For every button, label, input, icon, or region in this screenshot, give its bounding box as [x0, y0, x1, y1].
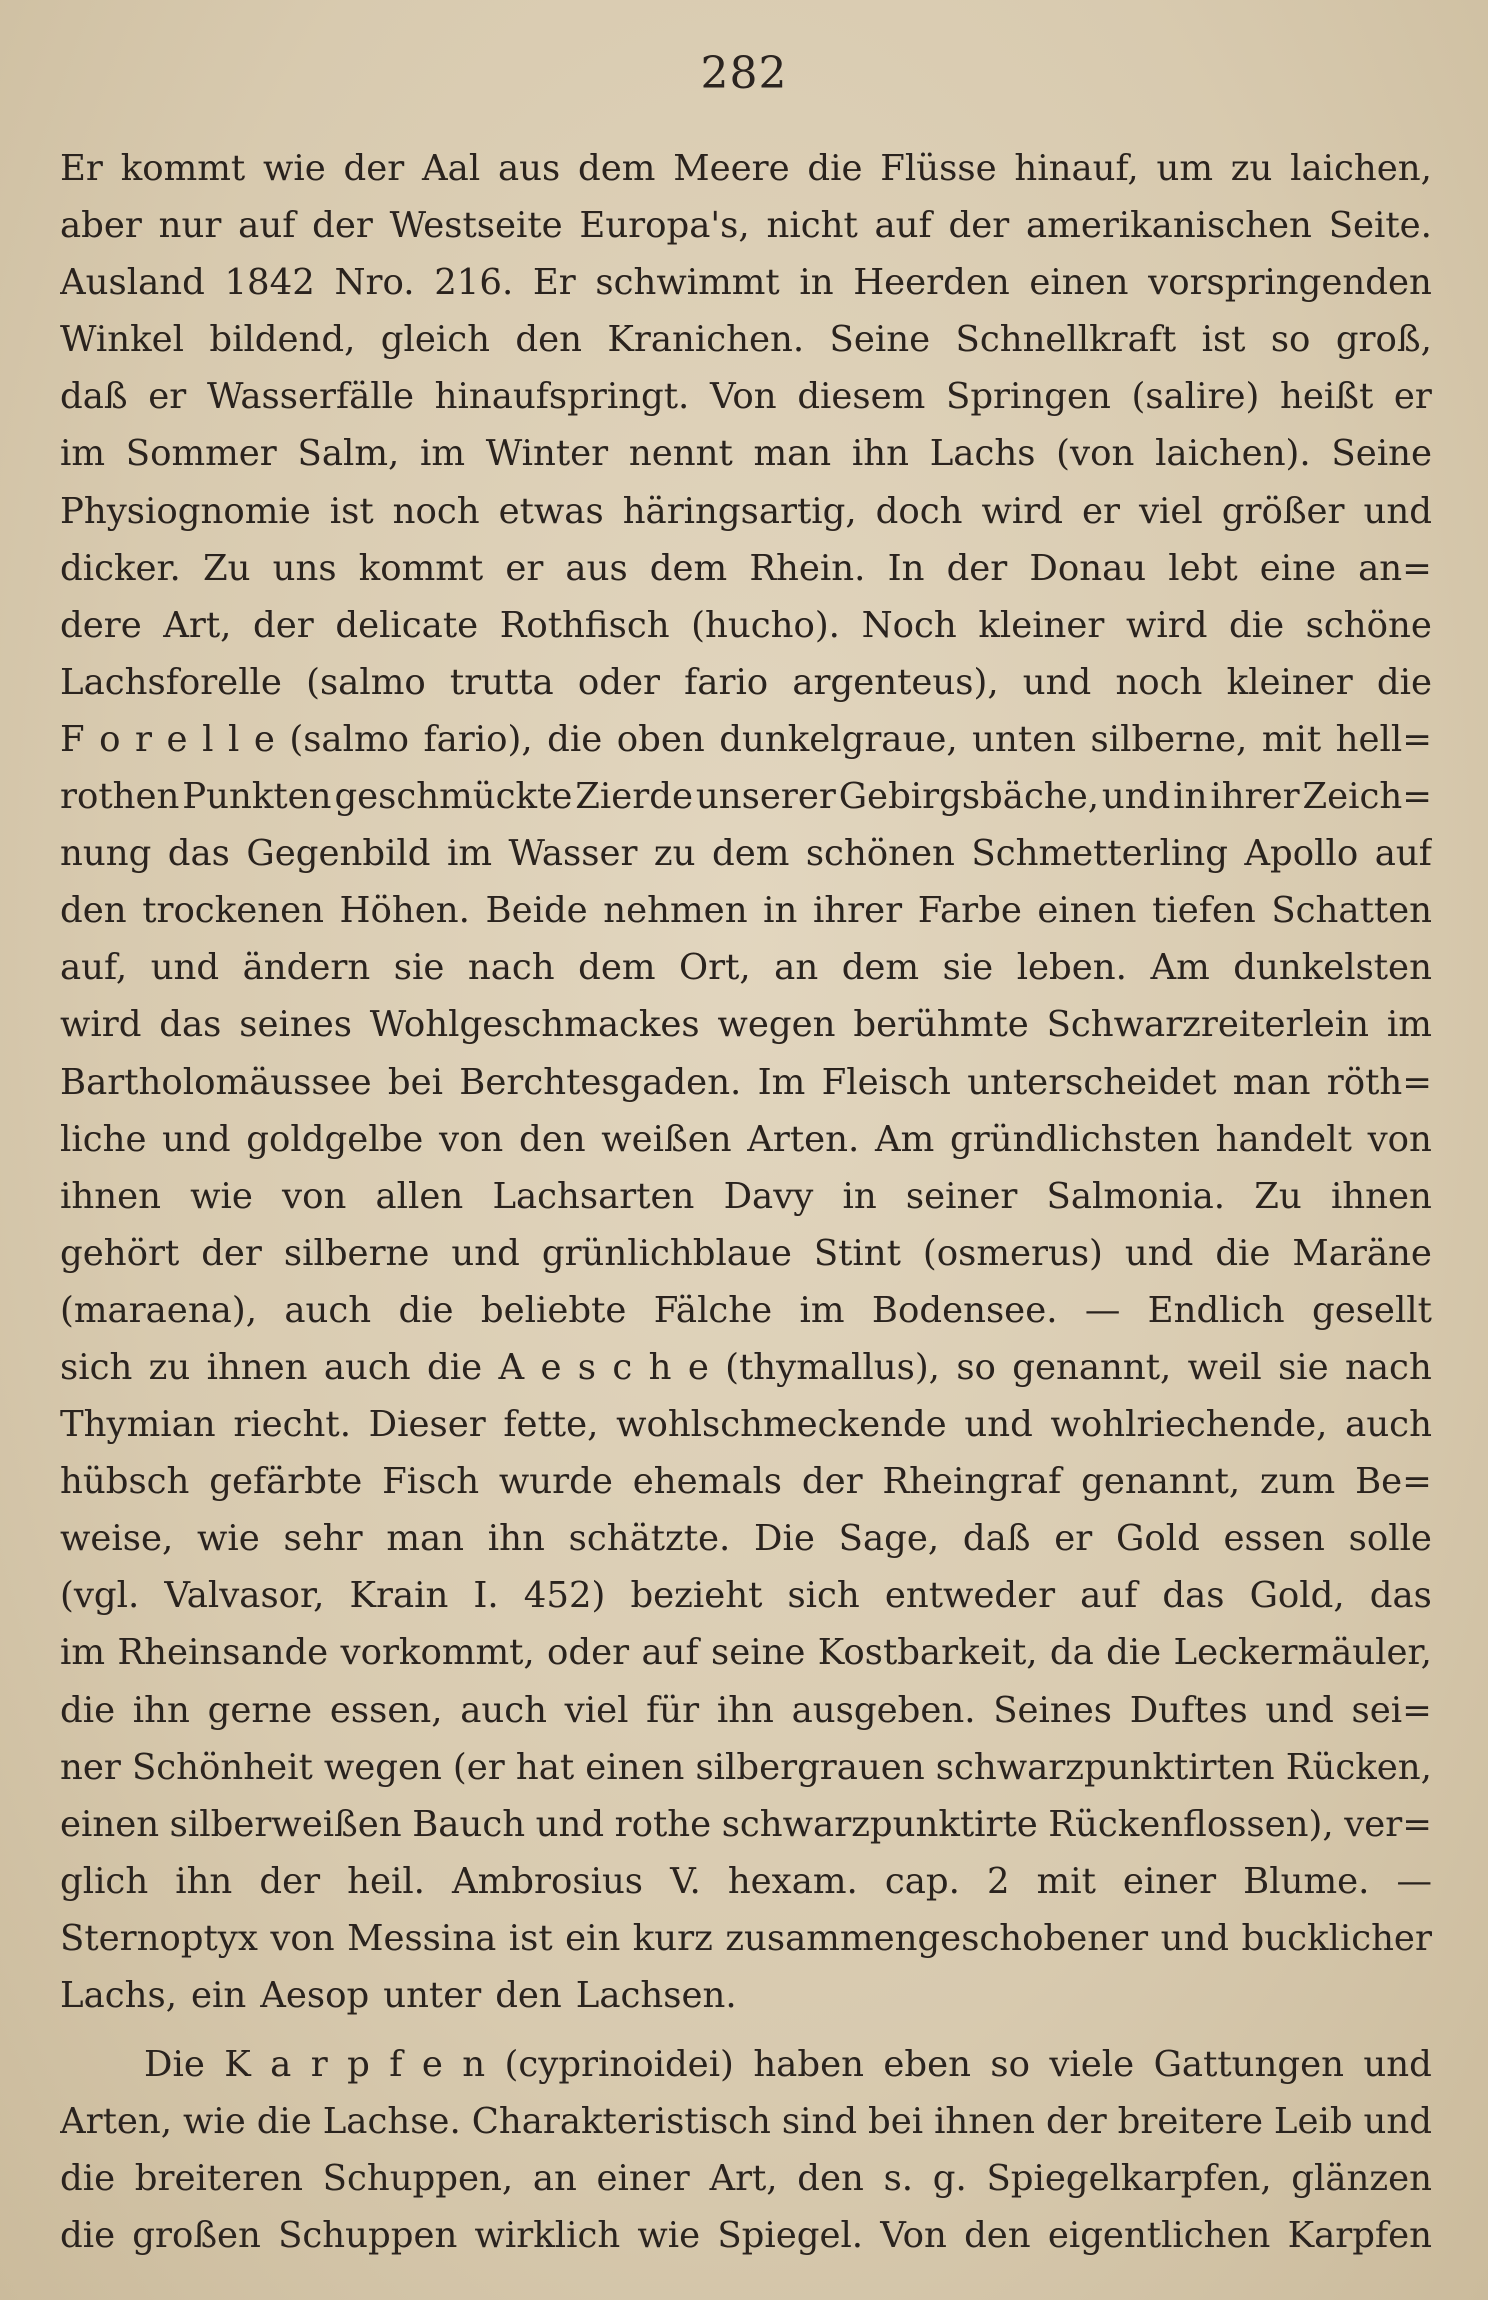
text-line: (vgl. Valvasor, Krain I. 452) bezieht sich entweder auf das Gold, das — [60, 1575, 1432, 1617]
text-line: hübsch gefärbte Fisch wurde ehemals der Rheingraf genannt, zum Be= — [60, 1461, 1432, 1503]
text-line: Sternoptyx von Messina ist ein kurz zusammengeschobener und bucklicher — [60, 1917, 1432, 1959]
text-line: rothen Punkten geschmückte Zierde unserer Gebirgsbäche, und in ihrer Zeich= — [60, 776, 1432, 818]
text-line: Bartholomäussee bei Berchtesgaden. Im Fleisch unterscheidet man röth= — [60, 1061, 1432, 1103]
text-line: Lachs, ein Aesop unter den Lachsen. — [60, 1975, 737, 2016]
text-line: dicker. Zu uns kommt er aus dem Rhein. In der Donau lebt eine an= — [60, 547, 1432, 589]
text-line: den trockenen Höhen. Beide nehmen in ihrer Farbe einen tiefen Schatten — [60, 890, 1432, 932]
text-line: aber nur auf der Westseite Europa's, nicht auf der amerikanischen Seite. — [60, 205, 1432, 247]
text-line: sich zu ihnen auch die A e s c h e (thymallus), so genannt, weil sie nach — [60, 1346, 1432, 1388]
text-line: glich ihn der heil. Ambrosius V. hexam. cap. 2 mit einer Blume. — — [60, 1860, 1432, 1902]
text-line: Arten, wie die Lachse. Charakteristisch sind bei ihnen der breitere Leib und — [60, 2101, 1432, 2143]
text-line: wird das seines Wohlgeschmackes wegen berühmte Schwarzreiterlein im — [60, 1004, 1432, 1046]
text-line: ihnen wie von allen Lachsarten Davy in seiner Salmonia. Zu ihnen — [60, 1175, 1432, 1217]
text-line: F o r e l l e (salmo fario), die oben dunkelgraue, unten silberne, mit hell= — [60, 718, 1432, 760]
text-line: Ausland 1842 Nro. 216. Er schwimmt in Heerden einen vorspringenden — [60, 262, 1432, 304]
text-line: die ihn gerne essen, auch viel für ihn ausgeben. Seines Duftes und sei= — [60, 1689, 1432, 1731]
text-line: auf, und ändern sie nach dem Ort, an dem sie leben. Am dunkelsten — [60, 947, 1432, 989]
text-line: gehört der silberne und grünlichblaue Stint (osmerus) und die Maräne — [60, 1232, 1432, 1274]
text-line: im Rheinsande vorkommt, oder auf seine Kostbarkeit, da die Leckermäuler, — [60, 1632, 1432, 1674]
paragraph-gap — [60, 2024, 1432, 2036]
text-line: die großen Schuppen wirklich wie Spiegel. Von den eigentlichen Karpfen — [60, 2215, 1432, 2257]
text-line: Physiognomie ist noch etwas häringsartig, doch wird er viel größer und — [60, 490, 1432, 532]
text-line: (maraena), auch die beliebte Fälche im Bodensee. — Endlich gesellt — [60, 1289, 1432, 1331]
text-line: einen silberweißen Bauch und rothe schwarzpunktirte Rückenflossen), ver= — [60, 1803, 1432, 1845]
paragraph-carp — [60, 2036, 1432, 2264]
text-line: nung das Gegenbild im Wasser zu dem schönen Schmetterling Apollo auf — [60, 833, 1432, 875]
text-line: die breiteren Schuppen, an einer Art, den s. g. Spiegelkarpfen, glänzen — [60, 2158, 1432, 2200]
text-line: Er kommt wie der Aal aus dem Meere die Flüsse hinauf, um zu laichen, — [60, 148, 1432, 189]
text-line: liche und goldgelbe von den weißen Arten. Am gründlichsten handelt von — [60, 1118, 1432, 1160]
text-line: daß er Wasserfälle hinaufspringt. Von diesem Springen (salire) heißt er — [60, 376, 1432, 418]
text-line: ner Schönheit wegen (er hat einen silbergrauen schwarzpunktirten Rücken, — [60, 1746, 1432, 1788]
text-line: weise, wie sehr man ihn schätzte. Die Sage, daß er Gold essen solle — [60, 1518, 1432, 1560]
text-line: Winkel bildend, gleich den Kranichen. Seine Schnellkraft ist so groß, — [60, 319, 1432, 361]
text-line: Die K a r p f e n (cyprinoidei) haben eben so viele Gattungen und — [144, 2044, 1432, 2086]
body-text — [60, 140, 1432, 2264]
text-line: im Sommer Salm, im Winter nennt man ihn Lachs (von laichen). Seine — [60, 433, 1432, 475]
text-line: Thymian riecht. Dieser fette, wohlschmeckende und wohlriechende, auch — [60, 1404, 1432, 1446]
text-line: Lachsforelle (salmo trutta oder fario argenteus), und noch kleiner die — [60, 661, 1432, 703]
page-number: 282 — [700, 48, 788, 99]
text-line: dere Art, der delicate Rothfisch (hucho). Noch kleiner wird die schöne — [60, 604, 1432, 646]
paragraph-salmon — [60, 140, 1432, 2024]
